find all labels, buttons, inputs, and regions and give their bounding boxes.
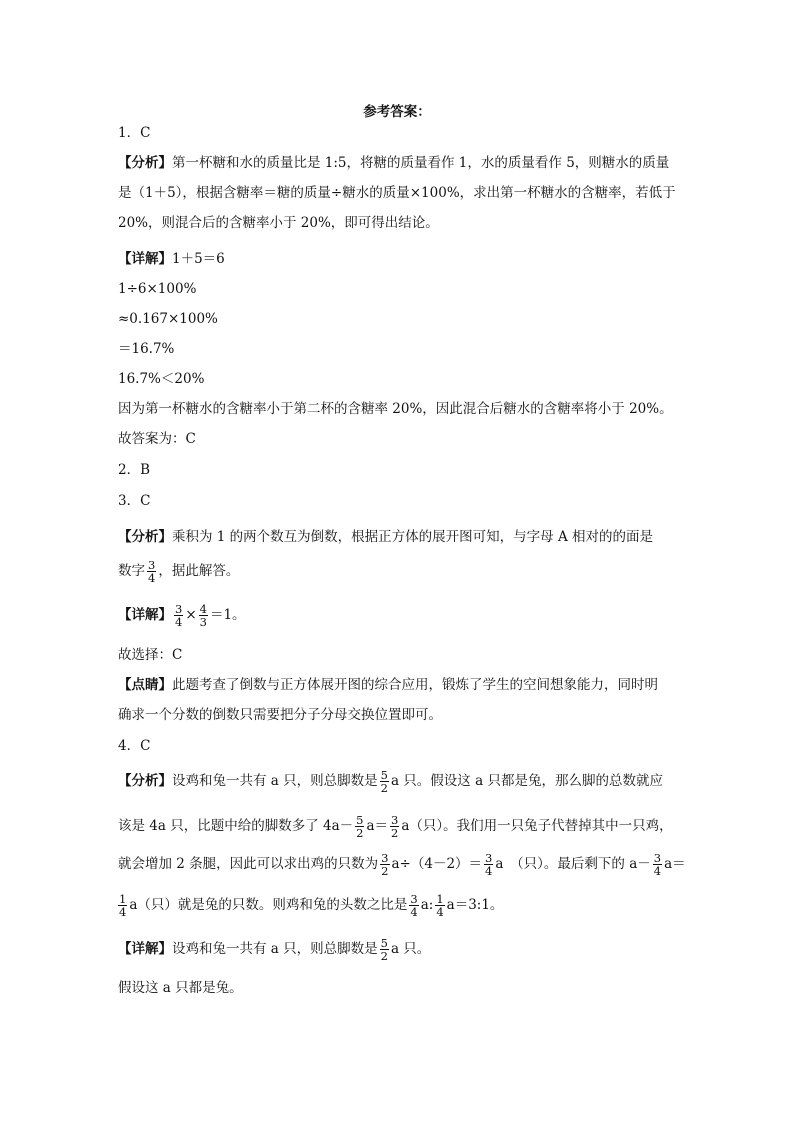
q1-number: 1．C <box>118 125 151 141</box>
q1-calc-4: 16.7%＜20% <box>118 371 205 387</box>
fraction <box>435 893 444 918</box>
q3-detail-line <box>118 603 246 628</box>
text: a＝ <box>366 818 389 834</box>
numerator: 5 <box>356 813 364 827</box>
analysis-tag: 【分析】 <box>118 529 172 545</box>
fraction <box>199 603 208 628</box>
numerator: 1 <box>119 892 127 906</box>
text: a （只）。最后剩下的 a－ <box>495 856 651 872</box>
q1-detail-line <box>118 249 225 269</box>
numerator: 3 <box>391 813 399 827</box>
fraction <box>380 852 389 877</box>
denominator: 2 <box>381 864 389 878</box>
fraction <box>118 893 127 918</box>
denominator: 4 <box>436 905 444 919</box>
numerator: 3 <box>410 892 418 906</box>
denominator: 4 <box>485 864 493 878</box>
q1-analysis-line-2: 是（1＋5），根据含糖率＝糖的质量÷糖水的质量×100%，求出第一杯糖水的含糖率，若低于 <box>118 185 676 201</box>
text: a＝ <box>664 856 686 872</box>
times-sign: × <box>185 607 197 623</box>
equals-result: ＝1。 <box>209 607 246 623</box>
text: 设鸡和兔一共有 a 只，则总脚数是 <box>172 941 378 957</box>
denominator: 2 <box>356 826 364 840</box>
text: 该是 4a 只，比题中给的脚数多了 4a－ <box>118 818 354 834</box>
fraction <box>174 603 183 628</box>
q4-analysis-line-1 <box>118 769 663 794</box>
fraction <box>390 814 399 839</box>
fraction <box>380 769 389 794</box>
numerator: 4 <box>199 602 207 616</box>
numerator: 5 <box>380 768 388 782</box>
denominator: 2 <box>391 826 399 840</box>
q3-answer: 故选择：C <box>118 647 183 663</box>
q4-analysis-line-4 <box>118 893 503 918</box>
text: a: <box>420 897 434 913</box>
q4-number: 4．C <box>118 738 151 754</box>
denominator: 4 <box>148 571 156 585</box>
numerator: 3 <box>653 851 662 865</box>
q3-analysis-text-2b: ，据此解答。 <box>158 563 240 579</box>
numerator: 3 <box>485 851 493 865</box>
numerator: 1 <box>436 892 444 906</box>
q4-analysis-line-2 <box>118 814 673 839</box>
numerator: 3 <box>175 602 183 616</box>
q1-detail-text: 1＋5＝6 <box>172 251 225 267</box>
detail-tag: 【详解】 <box>118 607 172 623</box>
analysis-tag: 【分析】 <box>118 155 172 171</box>
q3-comment-line-2: 确求一个分数的倒数只需要把分子分母交换位置即可。 <box>118 707 442 723</box>
denominator: 2 <box>380 781 388 795</box>
text: 就会增加 2 条腿，因此可以求出鸡的只数为 <box>118 856 379 872</box>
q3-analysis-line-1 <box>118 527 653 547</box>
numerator: 3 <box>148 558 156 572</box>
fraction <box>653 852 662 877</box>
q1-calc-1: 1÷6×100% <box>118 281 197 297</box>
comment-tag: 【点睛】 <box>118 677 172 693</box>
denominator: 4 <box>119 905 127 919</box>
q1-analysis-line-1 <box>118 153 669 173</box>
denominator: 4 <box>653 864 662 878</box>
q1-calc-2: ≈0.167×100% <box>118 311 218 327</box>
analysis-tag: 【分析】 <box>118 773 172 789</box>
text: a÷（4－2）＝ <box>391 856 483 872</box>
q1-answer: 故答案为：C <box>118 431 196 447</box>
page-title: 参考答案： <box>363 104 431 120</box>
fraction <box>355 814 364 839</box>
fraction <box>380 937 389 962</box>
q3-comment-line-1 <box>118 675 658 695</box>
detail-tag: 【详解】 <box>118 941 172 957</box>
text: a＝3:1。 <box>446 897 504 913</box>
q2-number: 2．B <box>118 462 151 478</box>
denominator: 4 <box>175 615 183 629</box>
q1-calc-3: ＝16.7% <box>118 341 175 357</box>
q4-detail-line-1 <box>118 937 430 962</box>
text: a 只。 <box>390 941 431 957</box>
denominator: 2 <box>380 949 388 963</box>
q1-analysis-line-3: 20%，则混合后的含糖率小于 20%，即可得出结论。 <box>118 215 439 231</box>
q4-detail-line-2: 假设这 a 只都是兔。 <box>118 980 243 996</box>
fraction <box>147 559 156 584</box>
q3-analysis-line-2 <box>118 559 239 584</box>
numerator: 3 <box>381 851 389 865</box>
denominator: 3 <box>199 615 207 629</box>
q3-analysis-text-1: 乘积为 1 的两个数互为倒数，根据正方体的展开图可知，与字母 A 相对的的面是 <box>172 529 654 545</box>
q3-comment-text-1: 此题考查了倒数与正方体展开图的综合应用，锻炼了学生的空间想象能力，同时明 <box>172 677 658 693</box>
text: a（只）。我们用一只兔子代替掉其中一只鸡， <box>401 818 673 834</box>
q4-analysis-line-3 <box>118 852 686 877</box>
detail-tag: 【详解】 <box>118 251 172 267</box>
fraction <box>409 893 418 918</box>
text: a 只。假设这 a 只都是兔，那么脚的总数就应 <box>390 773 663 789</box>
text: 设鸡和兔一共有 a 只，则总脚数是 <box>172 773 378 789</box>
q3-number: 3．C <box>118 493 151 509</box>
q3-analysis-text-2a: 数字 <box>118 563 145 579</box>
fraction <box>484 852 493 877</box>
denominator: 4 <box>410 905 418 919</box>
text: a（只）就是兔的只数。则鸡和兔的头数之比是 <box>129 897 408 913</box>
numerator: 5 <box>380 936 388 950</box>
q1-conclusion: 因为第一杯糖水的含糖率小于第二杯的含糖率 20%，因此混合后糖水的含糖率将小于 20%。 <box>118 401 673 417</box>
q1-analysis-text-1: 第一杯糖和水的质量比是 1:5，将糖的质量看作 1，水的质量看作 5，则糖水的质量 <box>172 155 670 171</box>
